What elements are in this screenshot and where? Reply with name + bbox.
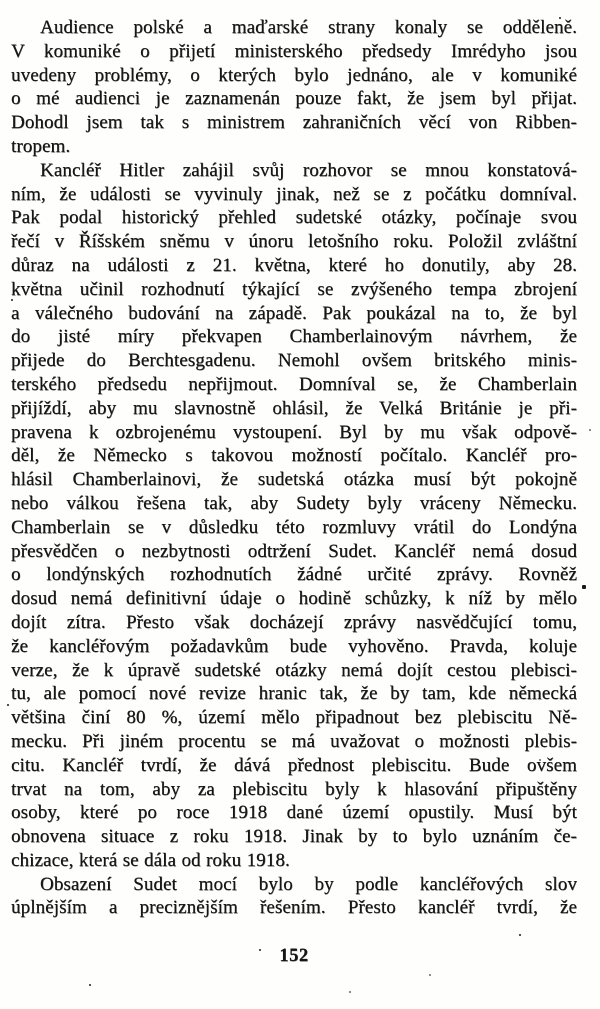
text-line: mecku. Při jiném procentu se má uvažovat o možnosti plebis- — [11, 730, 577, 752]
text-line: do jisté míry překvapen Chamberlainovým návrhem, že — [11, 326, 577, 348]
text-line: Pak podal historický přehled sudetské otázky, počínaje svou — [11, 207, 577, 229]
text-line: Kancléř Hitler zahájil svůj rozhovor se mnou konstatová- — [40, 159, 577, 181]
page-number: 152 — [279, 946, 309, 967]
text-line: přijíždí, aby mu slavnostně ohlásil, že Velká Británie je při- — [11, 397, 577, 419]
text-line: verze, že k úpravě sudetské otázky nemá dojít cestou plebisci- — [11, 659, 577, 681]
text-block — [11, 16, 577, 920]
text-line: terského předsedu nepřijmout. Domníval se, že Chamberlain — [11, 373, 577, 395]
text-line: Chamberlain se v důsledku této rozmluvy vrátil do Londýna — [11, 516, 577, 538]
text-line: většina činí 80 %, území mělo připadnout bez plebiscitu Ně- — [11, 707, 577, 729]
text-line: důraz na události z 21. května, které ho donutily, aby 28. — [11, 254, 577, 276]
text-line: řečí v Říšském sněmu v únoru letošního roku. Položil zvláštní — [11, 231, 577, 253]
text-line: uvedeny problémy, o kterých bylo jednáno, ale v komuniké — [11, 64, 577, 86]
text-line: Dohodl jsem tak s ministrem zahraničních věcí von Ribben- — [11, 112, 577, 134]
text-line: úplnějším a preciznějším řešením. Přesto kancléř tvrdí, že — [11, 897, 577, 919]
text-line: V komuniké o přijetí ministerského předsedy Imrédyho jsou — [11, 40, 577, 62]
text-line: děl, že Německo s takovou možností počítalo. Kancléř pro- — [11, 445, 577, 467]
text-line: tu, ale pomocí nové revize hranic tak, že by tam, kde německá — [11, 683, 577, 705]
text-line: a válečného budování na západě. Pak poukázal na to, že byl — [11, 302, 577, 324]
text-line: května učinil rozhodnutí týkající se zvýšeného tempa zbrojení — [11, 278, 577, 300]
text-line: Obsazení Sudet mocí bylo by podle kancléřových slov — [40, 873, 577, 895]
text-line: obnovena situace z roku 1918. Jinak by to bylo uznáním če- — [11, 826, 577, 848]
text-line: o londýnských rozhodnutích žádné určité zprávy. Rovněž — [11, 564, 577, 586]
text-line: přijede do Berchtesgadenu. Nemohl ovšem britského minis- — [11, 350, 577, 372]
text-line: osoby, které po roce 1918 dané území opustily. Musí být — [11, 802, 577, 824]
text-line: chizace, která se dála od roku 1918. — [11, 849, 290, 871]
text-line: ním, že události se vyvinuly jinak, než se z počátku domníval. — [11, 183, 577, 205]
text-line: dosud nemá definitivní údaje o hodině schůzky, k níž by mělo — [11, 588, 577, 610]
text-line: přesvědčen o nezbytnosti odtržení Sudet. Kancléř nemá dosud — [11, 540, 577, 562]
text-line: pravena k ozbrojenému vystoupení. Byl by mu však odpově- — [11, 421, 577, 443]
text-line: o mé audienci je zaznamenán pouze fakt, že jsem byl přijat. — [11, 88, 577, 110]
text-line: trvat na tom, aby za plebiscitu byly k hlasování připuštěny — [11, 778, 577, 800]
text-line: dojít zítra. Přesto však docházejí zprávy nasvědčující tomu, — [11, 611, 577, 633]
text-line: Audience polské a maďarské strany konaly se odděleně. — [40, 17, 577, 38]
text-line: hlásil Chamberlainovi, že sudetská otázka musí být pokojně — [11, 469, 577, 491]
text-line: nebo válkou řešena tak, aby Sudety byly vráceny Německu. — [11, 492, 577, 514]
text-line: že kancléřovým požadavkům bude vyhověno. Pravda, koluje — [11, 635, 577, 657]
text-line: tropem. — [11, 135, 71, 157]
text-line: citu. Kancléř tvrdí, že dává přednost plebiscitu. Bude ovšem — [11, 754, 577, 776]
